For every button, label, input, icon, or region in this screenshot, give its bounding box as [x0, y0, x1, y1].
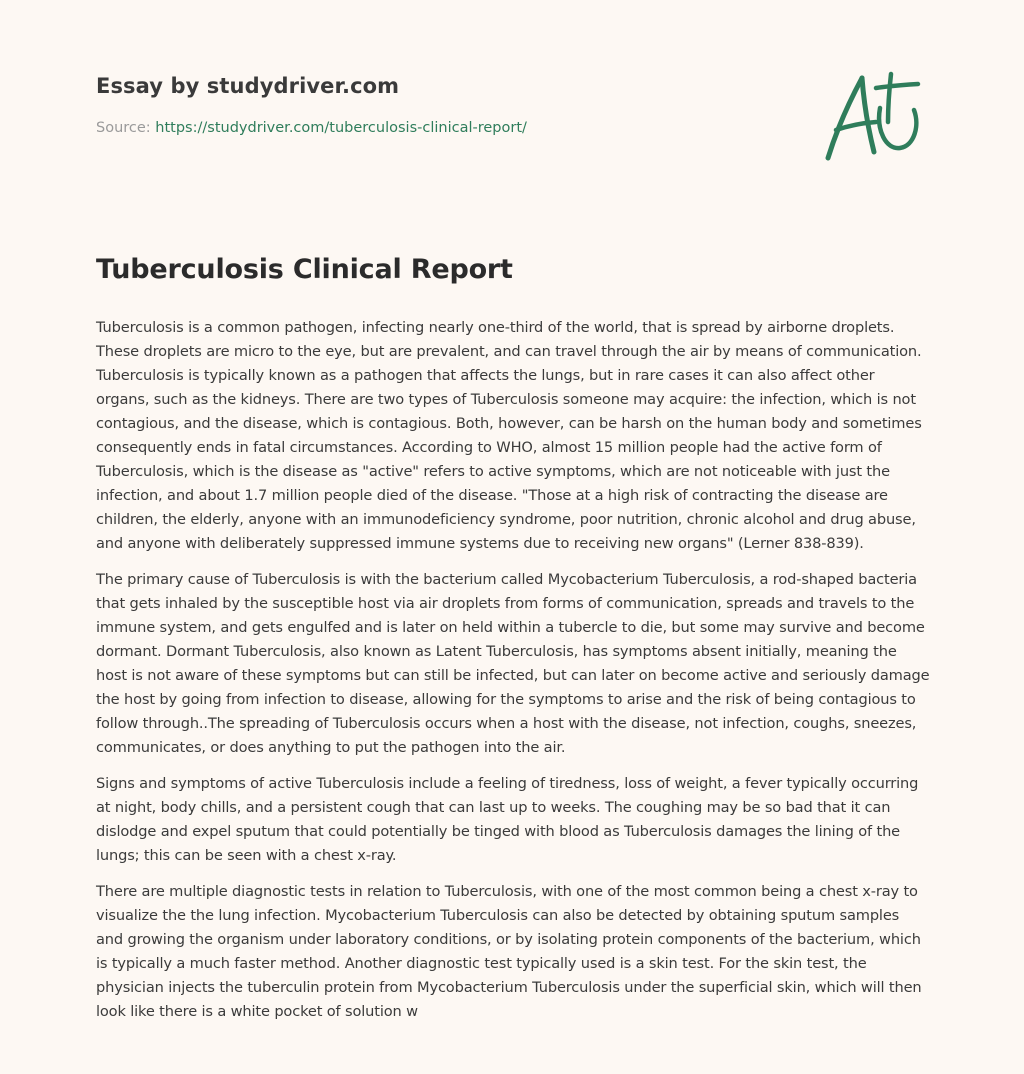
- article-paragraph: Signs and symptoms of active Tuberculosis include a feeling of tiredness, loss of weight, a fever typically occurring at night, body chills, and a persistent cough that can last up to weeks. The coughing may be so bad that it can dislodge and expel sputum that could potentially be tinged with blood as Tuberculosis damages the lining of the lungs; this can be seen with a chest x-ray.: [96, 775, 919, 864]
- article-body: [96, 316, 930, 1036]
- source-label: Source:: [96, 120, 156, 136]
- brand-title: Essay by studydriver.com: [96, 74, 400, 98]
- page-header: [96, 74, 527, 136]
- article-paragraph: Tuberculosis is a common pathogen, infecting nearly one-third of the world, that is spread by airborne droplets. These droplets are micro to the eye, but are prevalent, and can travel through the air by means of communication. Tuberculosis is typically known as a pathogen that affects the lungs, but in rare cases it can also affect other organs, such as the kidneys. There are two types of Tuberculosis someone may acquire: the infection, which is not contagious, and the disease, which is contagious. Both, however, can be harsh on the human body and sometimes consequently ends in fatal circumstances. According to WHO, almost 15 million people had the active form of Tuberculosis, which is the disease as "active" refers to active symptoms, which are not noticeable with just the infection, and about 1.7 million people died of the disease. "Those at a high risk of contracting the disease are children, the elderly, anyone with an immunodeficiency syndrome, poor nutrition, chronic alcohol and drug abuse, and anyone with deliberately suppressed immune systems due to receiving new organs" (Lerner 838-839).: [96, 319, 922, 552]
- source-link[interactable]: https://studydriver.com/tuberculosis-clinical-report/: [155, 120, 527, 136]
- a-plus-logo-icon: [822, 68, 926, 164]
- source-line: [96, 120, 527, 136]
- article-paragraph: There are multiple diagnostic tests in relation to Tuberculosis, with one of the most common being a chest x-ray to visualize the the lung infection. Mycobacterium Tuberculosis can also be detected by obtaining sputum samples and growing the organism under laboratory conditions, or by isolating protein components of the bacterium, which is typically a much faster method. Another diagnostic test typically used is a skin test. For the skin test, the physician injects the tuberculin protein from Mycobacterium Tuberculosis under the superficial skin, which will then look like there is a white pocket of solution w: [96, 883, 922, 1020]
- article-title: Tuberculosis Clinical Report: [96, 254, 513, 285]
- article-paragraph: The primary cause of Tuberculosis is with the bacterium called Mycobacterium Tuberculosis, a rod-shaped bacteria that gets inhaled by the susceptible host via air droplets from forms of communication, spreads and travels to the immune system, and gets engulfed and is later on held within a tubercle to die, but some may survive and become dormant. Dormant Tuberculosis, also known as Latent Tuberculosis, has symptoms absent initially, meaning the host is not aware of these symptoms but can still be infected, but can later on become active and seriously damage the host by going from infection to disease, allowing for the symptoms to arise and the risk of being contagious to follow through..The spreading of Tuberculosis occurs when a host with the disease, not infection, coughs, sneezes, communicates, or does anything to put the pathogen into the air.: [96, 571, 930, 756]
